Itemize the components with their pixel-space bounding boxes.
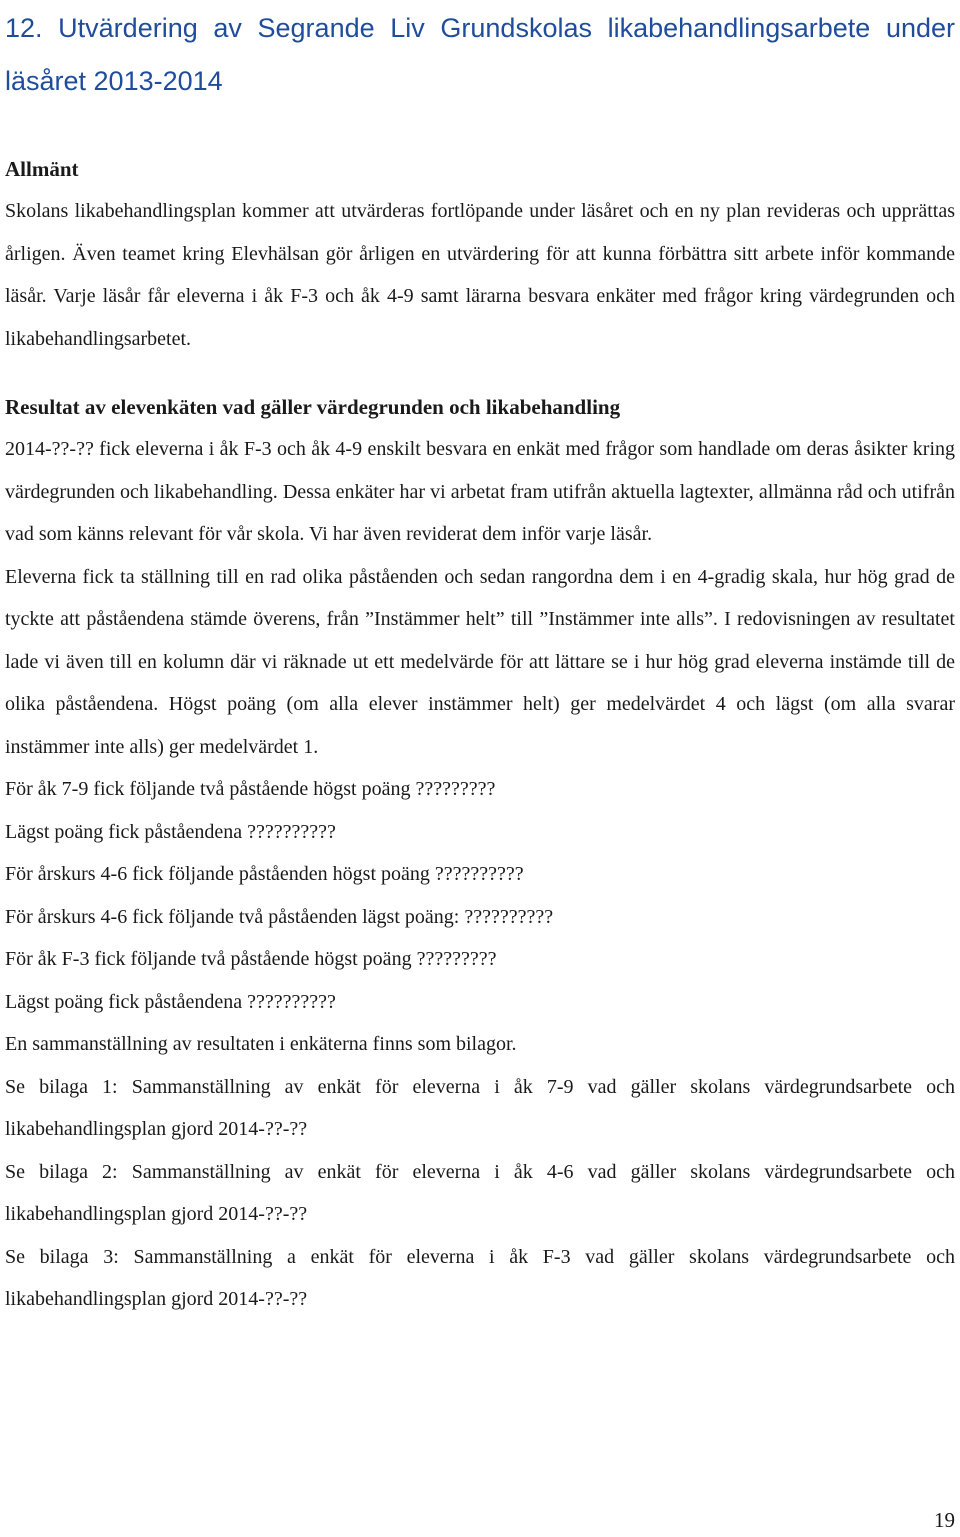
line-result-4-6-lowest: För årskurs 4-6 fick följande två påståenden lägst poäng: ?????????? [5, 905, 554, 928]
paragraph-appendix-1: Se bilaga 1: Sammanställning av enkät för eleverna i åk 7-9 vad gäller skolans värdegrundsarbete och likabehandlingsplan gjord 2014-??-?? [5, 1075, 955, 1140]
line-result-7-9-highest: För åk 7-9 fick följande två påstående högst poäng ????????? [5, 778, 496, 800]
line-result-4-6-highest: För årskurs 4-6 fick följande påståenden högst poäng ?????????? [5, 863, 524, 885]
chapter-title: 12. Utvärdering av Segrande Liv Grundskolas likabehandlingsarbete under läsåret 2013-2014 [5, 13, 955, 96]
paragraph-survey-intro: 2014-??-?? fick eleverna i åk F-3 och åk 4-9 enskilt besvara en enkät med frågor som handlade om deras åsikter kring värdegrunden och likabehandling. Dessa enkäter har vi arbetat fram utifrån aktuella lagtexter, allmänna råd och utifrån vad som känns relevant för vår skola. Vi har även reviderat dem inför varje läsår. [5, 438, 955, 545]
section-heading-allmant: Allmänt [5, 157, 79, 181]
page-number: 19 [934, 1508, 955, 1532]
section-allmant [5, 148, 955, 360]
document-page [5, 0, 955, 1321]
line-appendix-note: En sammanställning av resultaten i enkäterna finns som bilagor. [5, 1033, 517, 1055]
line-result-7-9-lowest: Lägst poäng fick påståendena ?????????? [5, 820, 336, 843]
paragraph-allmant: Skolans likabehandlingsplan kommer att utvärderas fortlöpande under läsåret och en ny plan revideras och upprättas årligen. Även teamet kring Elevhälsan gör årligen en utvärdering för att kunna förbättra sitt arbete inför kommande läsår. Varje läsår får eleverna i åk F-3 och åk 4-9 samt lärarna besvara enkäter med frågor kring värdegrunden och likabehandlingsarbetet. [5, 200, 955, 350]
line-result-f-3-highest: För åk F-3 fick följande två påstående högst poäng ????????? [5, 948, 497, 970]
section-resultat [5, 386, 955, 1321]
section-heading-resultat: Resultat av elevenkäten vad gäller värdegrunden och likabehandling [5, 395, 621, 419]
paragraph-appendix-2: Se bilaga 2: Sammanställning av enkät för eleverna i åk 4-6 vad gäller skolans värdegrundsarbete och likabehandlingsplan gjord 2014-??-?? [5, 1160, 955, 1225]
paragraph-survey-method: Eleverna fick ta ställning till en rad olika påståenden och sedan rangordna dem i en 4-gradig skala, hur hög grad de tyckte att påståendena stämde överens, från ”Instämmer helt” till ”Instämmer inte alls”. I redovisningen av resultatet lade vi även till en kolumn där vi räknade ut ett medelvärde för att lättare se i hur hög grad eleverna instämde till de olika påståendena. Högst poäng (om alla elever instämmer helt) ger medelvärdet 4 och lägst (om alla svarar instämmer inte alls) ger medelvärdet 1. [5, 565, 955, 758]
line-result-f-3-lowest: Lägst poäng fick påståendena ?????????? [5, 990, 336, 1013]
paragraph-appendix-3: Se bilaga 3: Sammanställning a enkät för eleverna i åk F-3 vad gäller skolans värdegrundsarbete och likabehandlingsplan gjord 2014-??-?? [5, 1245, 955, 1310]
